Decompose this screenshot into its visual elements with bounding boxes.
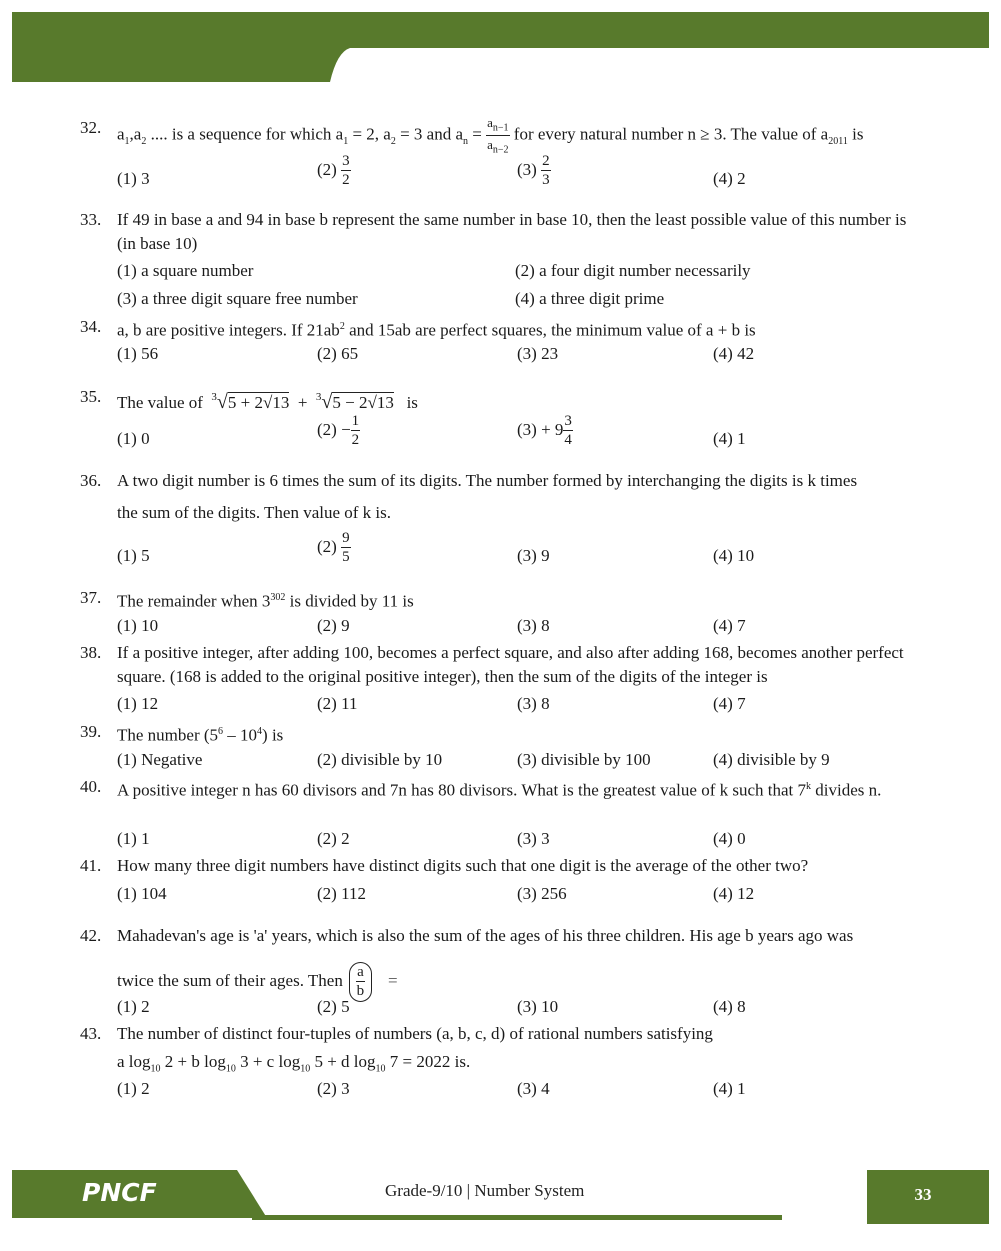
question-number: 43. [80,1024,102,1043]
option-3[interactable]: (3) $\frac{2}{3}$ [517,153,550,188]
question-text: The number $(5^6 - 10^4)$ is [117,725,284,745]
option-2[interactable]: (2) $\frac{3}{2}$ [317,153,350,188]
option-1[interactable]: (1) a square number [117,261,254,280]
option-3[interactable]: (3) 9 [517,546,550,565]
question-number: 37. [80,588,102,607]
question-number: 38. [80,643,102,662]
question-number: 41. [80,856,102,875]
question-43 [80,1022,925,1081]
question-text: A positive integer n has 60 divisors and 7n has 80 divisors. What is the greatest value of k such that 7$^k$ divides n. [117,780,882,800]
question-text: If 49 in base a and 94 in base b represent the same number in base 10, then the least possible value of this number is (in base 10) [117,210,907,253]
question-34 [80,315,925,343]
option-4[interactable]: (4) 42 [713,344,755,363]
question-text: A two digit number is 6 times the sum of its digits. The number formed by interchanging the digits is k times [117,471,858,490]
option-4[interactable]: (4) a three digit prime [515,289,665,308]
option-1[interactable]: (1) 2 [117,997,150,1016]
option-2[interactable]: (2) 3 [317,1079,350,1098]
question-39 [80,720,925,748]
fraction-parenthesis: $\frac{a}{b}$ [349,962,372,1002]
option-4[interactable]: (4) 2 [713,169,746,188]
top-banner [12,12,989,82]
question-number: 39. [80,722,102,741]
option-2[interactable]: (2) 11 [317,694,358,713]
option-3[interactable]: (3) divisible by 100 [517,750,651,769]
option-3[interactable]: (3) 8 [517,616,550,635]
option-2[interactable]: (2) 9 [317,616,350,635]
option-2[interactable]: (2) a four digit number necessarily [515,261,751,280]
question-number: 34. [80,317,102,336]
question-text: The remainder when $3^{302}$ is divided by 11 is [117,591,414,611]
option-3[interactable]: (3) 3 [517,829,550,848]
question-40 [80,775,925,803]
question-32 [80,112,925,155]
option-1[interactable]: (1) 3 [117,169,150,188]
option-1[interactable]: (1) Negative [117,750,203,769]
question-41 [80,854,925,878]
question-equation: a $\log_{10} 2 + b$ $\log_{10} 3 + c$ $\log_{10} 5 + d$ $\log_{10} 7 = 2022$ is. [117,1052,471,1075]
footer-brand-logo: PNCF [82,1178,157,1207]
question-42 [80,924,925,1002]
option-1[interactable]: (1) 0 [117,429,150,448]
option-2[interactable]: (2) 65 [317,344,359,363]
option-2[interactable]: (2) − $\frac{1}{2}$ [317,413,360,448]
question-number: 36. [80,471,102,490]
option-1[interactable]: (1) 104 [117,884,167,903]
option-4[interactable]: (4) 12 [713,884,755,903]
option-1[interactable]: (1) 1 [117,829,150,848]
option-1[interactable]: (1) 56 [117,344,159,363]
option-2[interactable]: (2) 2 [317,829,350,848]
question-37 [80,586,925,614]
question-number: 40. [80,777,102,796]
question-33 [80,208,925,256]
question-38 [80,641,925,689]
option-4[interactable]: (4) 7 [713,694,746,713]
option-4[interactable]: (4) 1 [713,1079,746,1098]
option-3[interactable]: (3) 4 [517,1079,550,1098]
page-number: 33 [867,1170,989,1224]
option-3[interactable]: (3) a three digit square free number [117,289,358,308]
option-1[interactable]: (1) 12 [117,694,159,713]
question-36 [80,469,925,525]
option-4[interactable]: (4) divisible by 9 [713,750,830,769]
option-2[interactable]: (2) $\frac{9}{5}$ [317,530,350,565]
footer-title: Grade-9/10 | Number System [385,1181,585,1200]
option-3[interactable]: (3) + 9 $\frac{3}{4}$ [517,413,572,448]
question-text: a, b are positive integers. If $21ab^2$ and 15ab are perfect squares, the minimum value of a + b is [117,320,756,340]
option-4[interactable]: (4) 0 [713,829,746,848]
question-number: 42. [80,926,102,945]
question-number: 33. [80,210,102,229]
option-3[interactable]: (3) 10 [517,997,559,1016]
question-text-2: twice the sum of their ages. Then $\frac{a}{b}$ = [117,962,925,1002]
option-1[interactable]: (1) 10 [117,616,159,635]
option-3[interactable]: (3) 23 [517,344,559,363]
option-2[interactable]: (2) divisible by 10 [317,750,443,769]
option-4[interactable]: (4) 10 [713,546,755,565]
question-number: 35. [80,387,102,406]
option-4[interactable]: (4) 7 [713,616,746,635]
option-3[interactable]: (3) 8 [517,694,550,713]
option-3[interactable]: (3) 256 [517,884,567,903]
option-1[interactable]: (1) 5 [117,546,150,565]
question-text: The number of distinct four-tuples of numbers (a, b, c, d) of rational numbers satisfying [117,1024,713,1043]
question-35 [80,385,925,415]
option-1[interactable]: (1) 2 [117,1079,150,1098]
question-text: If a positive integer, after adding 100, becomes a perfect square, and also after adding 168, becomes another perfect square. (168 is added to the original positive integer), then the sum of the digits of the integer is [117,643,904,686]
option-2[interactable]: (2) 112 [317,884,366,903]
question-text: Mahadevan's age is 'a' years, which is also the sum of the ages of his three children. His age b years ago was [117,926,854,945]
question-text: The value of $^3$√5 + 2√13 + $^3$√5 − 2√13 is [117,391,418,413]
question-text: $a_1,a_2$ .... is a sequence for which $a_1 = 2$, $a_2 = 3$ and $a_n$ = $\frac{a_{n-1}}{a_{n-2}}$ for every natural number n ≥ 3. The value of $a_{2011}$ is [117,115,864,156]
option-4[interactable]: (4) 1 [713,429,746,448]
option-4[interactable]: (4) 8 [713,997,746,1016]
question-text: How many three digit numbers have distinct digits such that one digit is the average of the other two? [117,856,809,875]
question-number: 32. [80,118,102,137]
option-2[interactable]: (2) 5 [317,997,350,1016]
question-text-2: the sum of the digits. Then value of k is. [117,503,392,522]
